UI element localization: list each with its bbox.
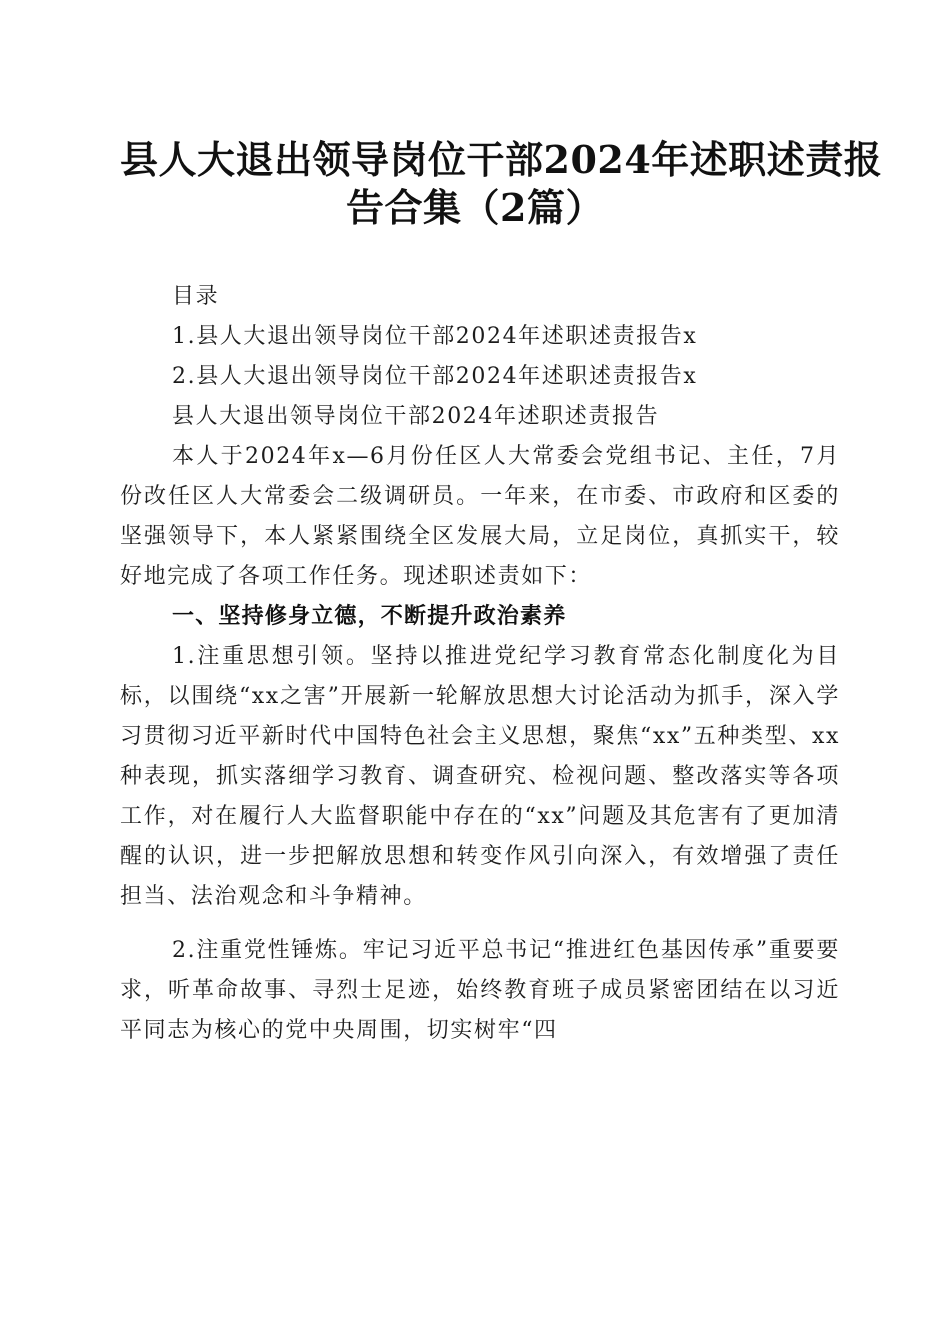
toc-list [120, 317, 840, 357]
title-line-1: 县人大退出领导岗位干部2024年述职述责报 [120, 137, 883, 182]
toc-label: 目录 [172, 284, 220, 309]
paragraph-2: 2.注重党性锤炼。牢记习近平总书记“推进红色基因传承”重要要求，听革命故事、寻烈士足迹，始终教育班子成员紧密团结在以习近平同志为核心的党中央周围，切实树牢“四 [120, 938, 840, 1043]
document-body [120, 277, 840, 1051]
toc-item-1[interactable]: 1.县人大退出领导岗位干部2024年述职述责报告x [172, 324, 698, 349]
toc-item-2[interactable]: 2.县人大退出领导岗位干部2024年述职述责报告x [172, 364, 698, 389]
toc-list-2 [120, 357, 840, 397]
paragraph-gap [120, 917, 840, 931]
paragraph-1: 1.注重思想引领。坚持以推进党纪学习教育常态化制度化为目标，以围绕“xx之害”开展新一轮解放思想大讨论活动为抓手，深入学习贯彻习近平新时代中国特色社会主义思想，聚焦“xx”五种类型、xx种表现，抓实落细学习教育、调查研究、检视问题、整改落实等各项工作，对在履行人大监督职能中存在的“xx”问题及其危害有了更加清醒的认识，进一步把解放思想和转变作风引向深入，有效增强了责任担当、法治观念和斗争精神。 [120, 644, 840, 909]
document-title [120, 136, 883, 232]
title-line-2: 告合集（2篇） [346, 185, 604, 230]
article-title: 县人大退出领导岗位干部2024年述职述责报告 [172, 404, 660, 429]
section-1-heading: 一、坚持修身立德，不断提升政治素养 [172, 604, 567, 629]
intro-paragraph: 本人于2024年x—6月份任区人大常委会党组书记、主任，7月份改任区人大常委会二级调研员。一年来，在市委、市政府和区委的坚强领导下，本人紧紧围绕全区发展大局，立足岗位，真抓实干，较好地完成了各项工作任务。现述职述责如下： [120, 444, 840, 589]
